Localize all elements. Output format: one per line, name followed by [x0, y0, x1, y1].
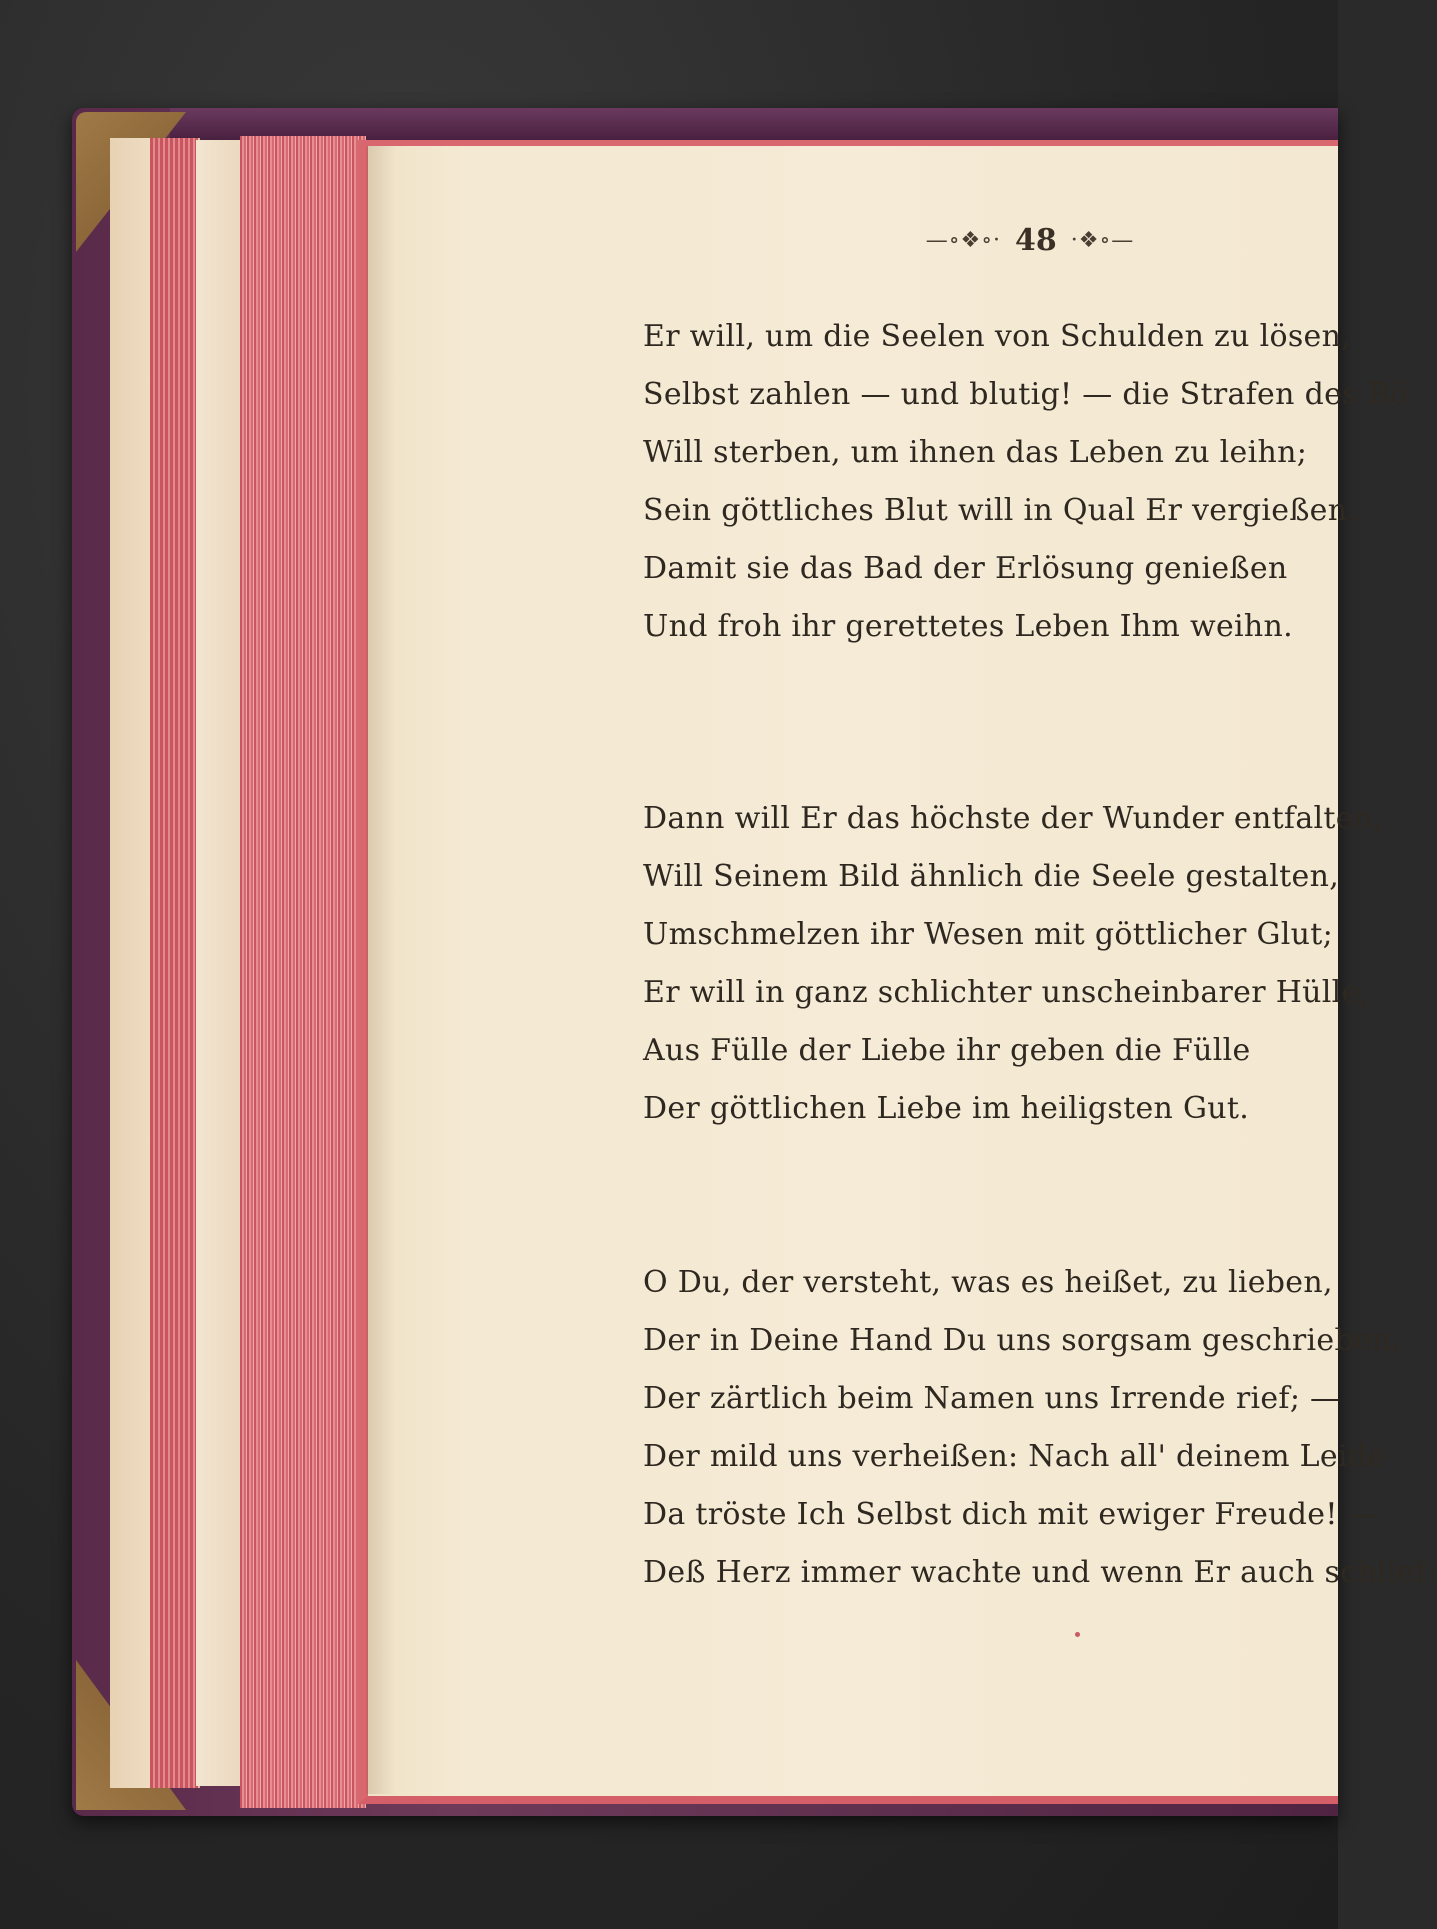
- poem-line: Der zärtlich beim Namen uns Irrende rief; —: [643, 1381, 1341, 1416]
- gutter-shadow: [366, 146, 396, 1794]
- page-stack-edges: [240, 136, 366, 1808]
- poem-line: Und froh ihr gerettetes Leben Ihm weihn.: [643, 609, 1294, 644]
- left-page: [196, 140, 244, 1786]
- poem-line: Er will in ganz schlichter unscheinbarer Hülle,: [643, 975, 1370, 1010]
- page-number: 48: [1015, 222, 1057, 258]
- poem-line: Will sterben, um ihnen das Leben zu leihn;: [643, 435, 1308, 470]
- page-header: [870, 220, 1190, 260]
- stanza-3: [643, 1254, 1437, 1602]
- poem-line: Dann will Er das höchste der Wunder entfalten,: [643, 801, 1384, 836]
- poem-line: Aus Fülle der Liebe ihr geben die Fülle: [643, 1033, 1251, 1068]
- ornament-right: ·❖∘—: [1070, 227, 1135, 253]
- poem-line: O Du, der versteht, was es heißet, zu lieben,: [643, 1265, 1333, 1300]
- poem-line: Damit sie das Bad der Erlösung genießen: [643, 551, 1288, 586]
- poem-line: Der mild uns verheißen: Nach all' deinem Leide: [643, 1439, 1386, 1474]
- poem-line: Der in Deine Hand Du uns sorgsam geschrieben,: [643, 1323, 1402, 1358]
- poem-line: Umschmelzen ihr Wesen mit göttlicher Glut;: [643, 917, 1334, 952]
- paper-speck: [1075, 1632, 1080, 1637]
- poem-line: Deß Herz immer wachte und wenn Er auch schlief:: [643, 1555, 1437, 1590]
- stanza-2: [643, 790, 1384, 1138]
- poem-line: Will Seinem Bild ähnlich die Seele gestalten,: [643, 859, 1340, 894]
- poem-line: Selbst zahlen — und blutig! — die Strafen des Bö: [643, 377, 1409, 412]
- poem-line: Sein göttliches Blut will in Qual Er vergießen,: [643, 493, 1358, 528]
- poem-line: Er will, um die Seelen von Schulden zu lösen,: [643, 319, 1352, 354]
- poem-line: Der göttlichen Liebe im heiligsten Gut.: [643, 1091, 1250, 1126]
- stanza-1: [643, 308, 1409, 656]
- left-red-edges: [150, 138, 198, 1788]
- ornament-left: —∘❖∘·: [925, 227, 1002, 253]
- poem-line: Da tröste Ich Selbst dich mit ewiger Freude! —: [643, 1497, 1378, 1532]
